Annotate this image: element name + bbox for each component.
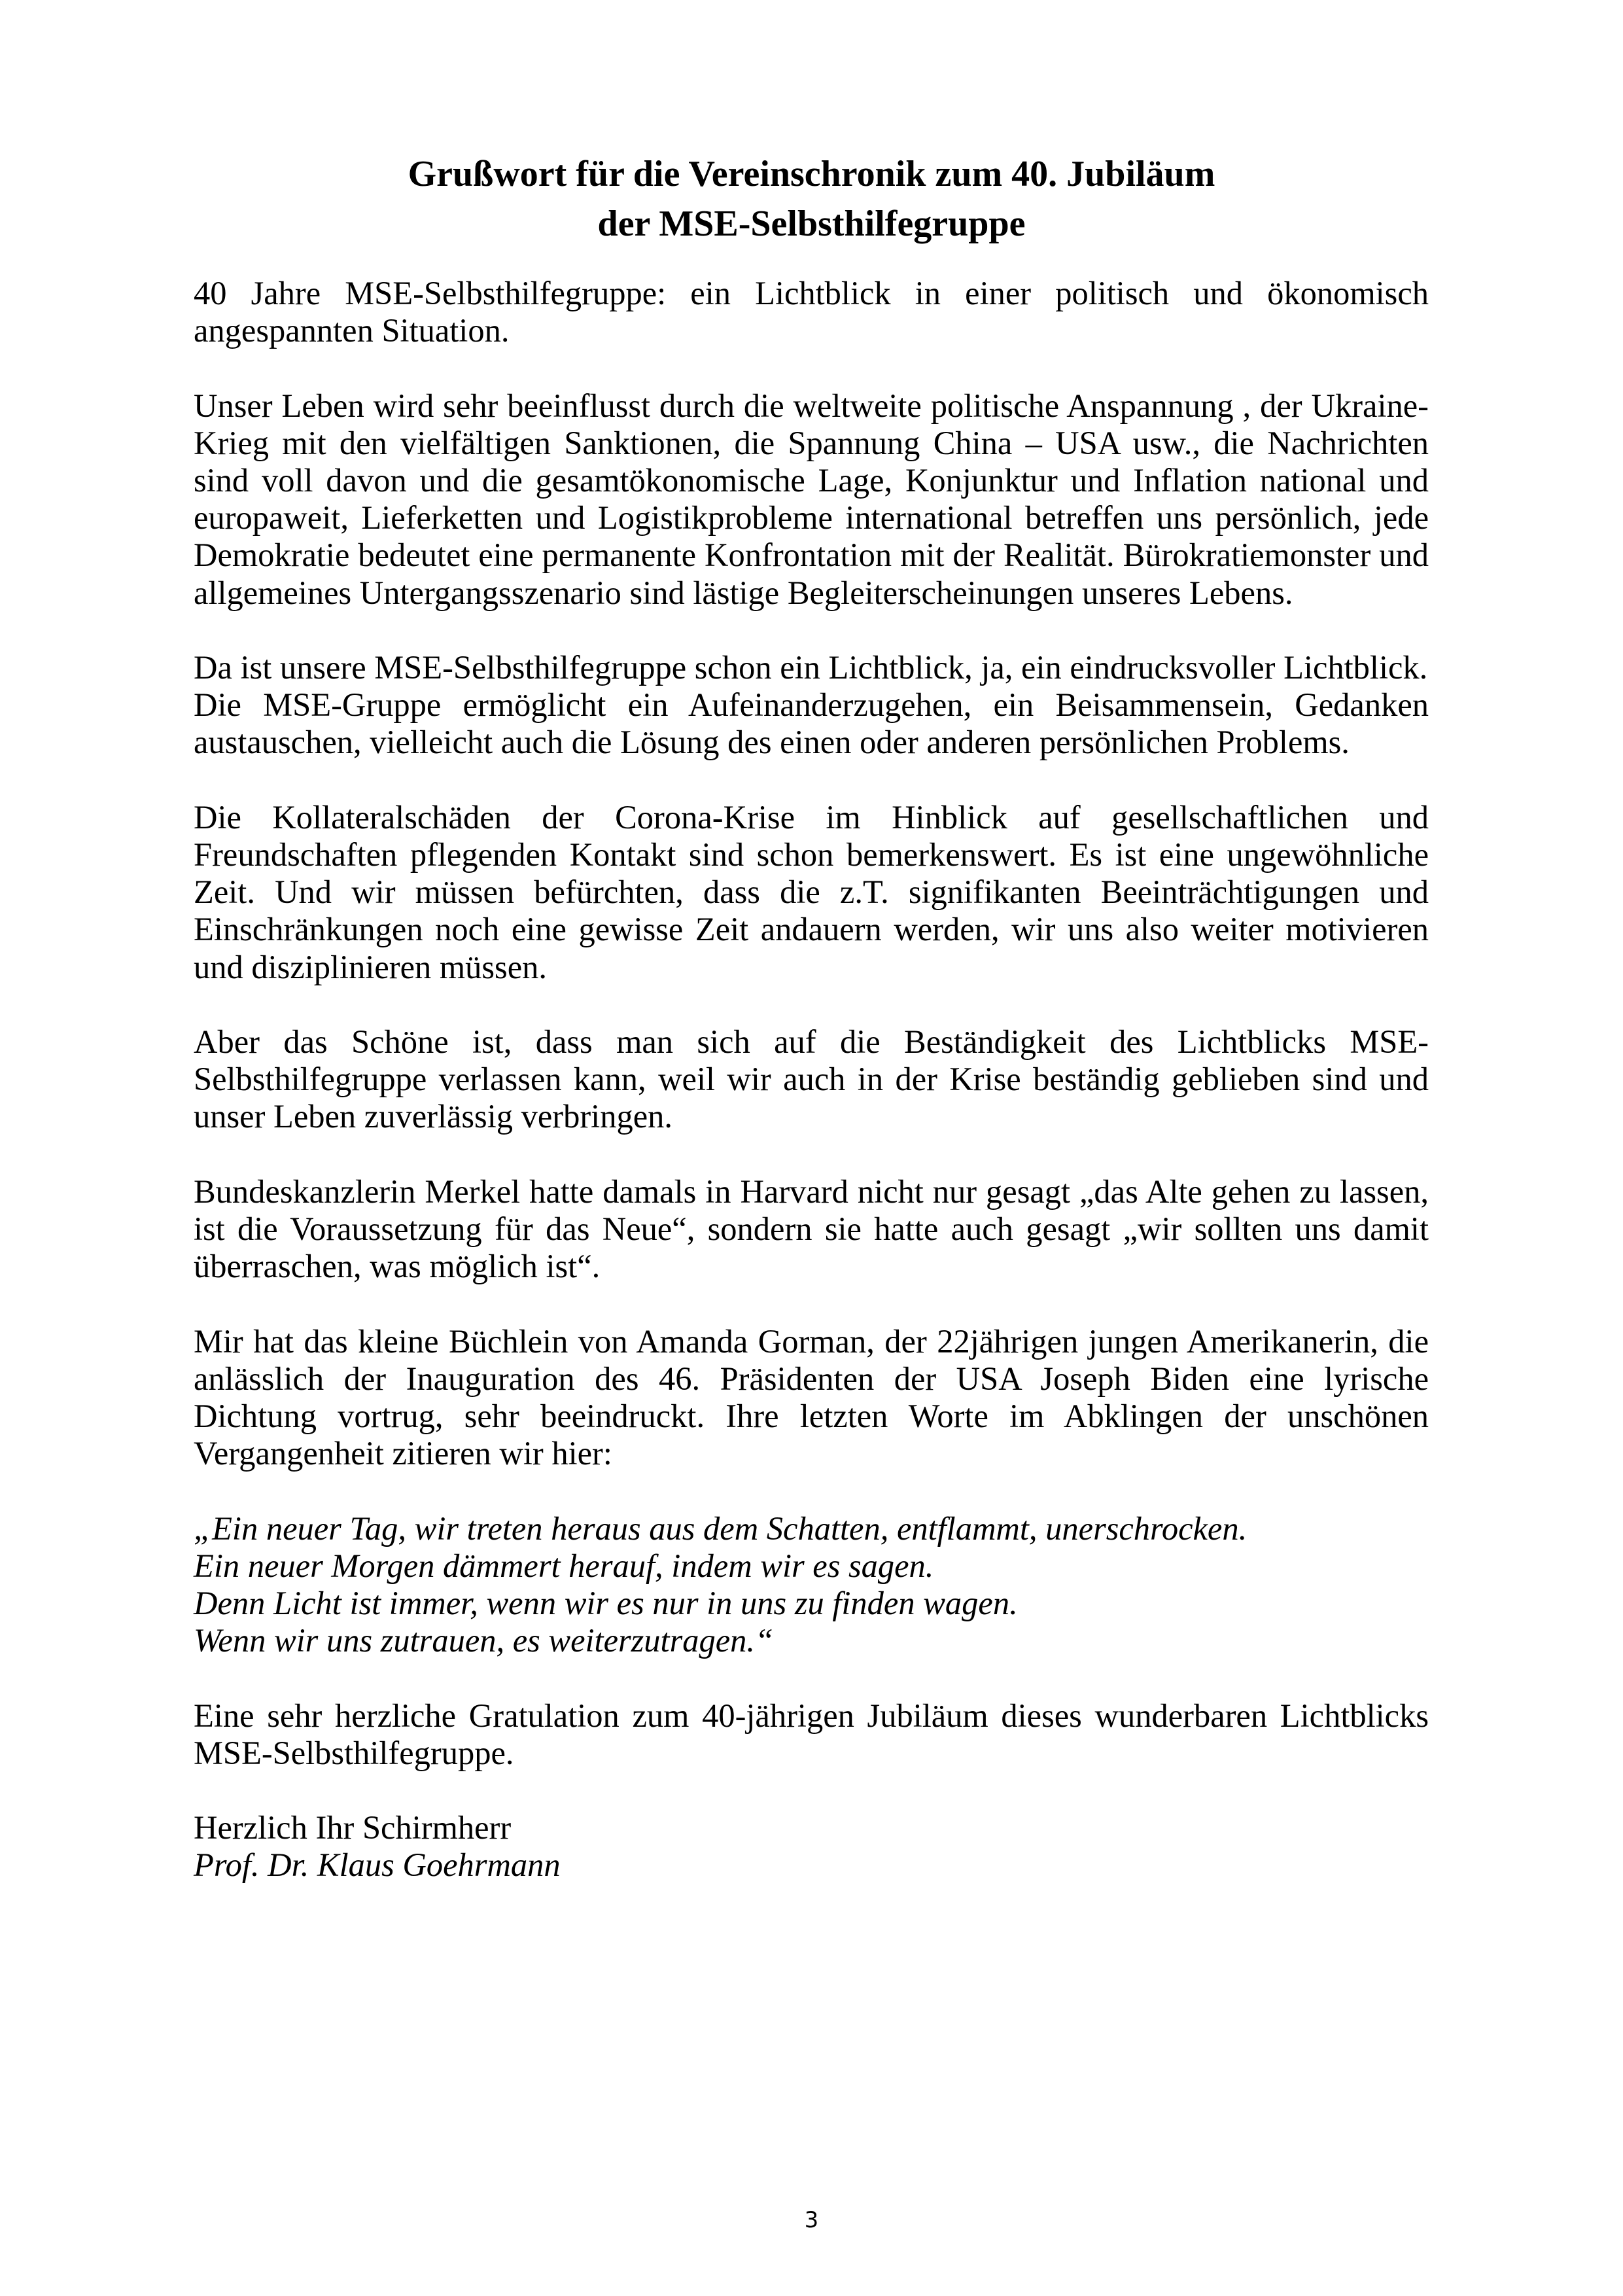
- paragraph-constancy: Aber das Schöne ist, dass man sich auf die Beständigkeit des Lichtblicks MSE-Selbsthilfegruppe verlassen kann, weil wir auch in der Krise beständig geblieben sind und unser Leben zuverlässig verbringen.: [194, 1023, 1429, 1135]
- title-line-1: Grußwort für die Vereinschronik zum 40. Jubiläum: [408, 154, 1215, 194]
- poem-line: Wenn wir uns zutrauen, es weiterzutragen.“: [194, 1622, 774, 1659]
- paragraph-political-situation: Unser Leben wird sehr beeinflusst durch die weltweite politische Anspannung , der Ukraine-Krieg mit den vielfältigen Sanktionen, die Spannung China – USA usw., die Nachrichten sind voll davon und die gesamtökonomische Lage, Konjunktur und Inflation national und europaweit, Lieferketten und Logistikprobleme international betreffen uns persönlich, jede Demokratie bedeutet eine permanente Konfrontation mit der Realität. Bürokratiemonster und allgemeines Untergangsszenario sind lästige Begleiterscheinungen unseres Lebens.: [194, 387, 1429, 611]
- paragraph-lichtblick: Da ist unsere MSE-Selbsthilfegruppe schon ein Lichtblick, ja, ein eindrucksvoller Lichtblick.: [194, 649, 1428, 686]
- page-number: 3: [804, 2207, 819, 2233]
- paragraph-merkel-quote: Bundeskanzlerin Merkel hatte damals in Harvard nicht nur gesagt „das Alte gehen zu lassen, ist die Voraussetzung für das Neue“, sondern sie hatte auch gesagt „wir sollten uns damit überraschen, was möglich ist“.: [194, 1173, 1429, 1285]
- page-title: [0, 149, 1623, 249]
- poem-line: Denn Licht ist immer, wenn wir es nur in uns zu finden wagen.: [194, 1585, 1018, 1621]
- paragraph-group-benefits: Die MSE-Gruppe ermöglicht ein Aufeinanderzugehen, ein Beisammensein, Gedanken austauschen, vielleicht auch die Lösung des einen oder anderen persönlichen Problems.: [194, 686, 1429, 761]
- paragraph-intro: 40 Jahre MSE-Selbsthilfegruppe: ein Lichtblick in einer politisch und ökonomisch angespannten Situation.: [194, 275, 1429, 349]
- document-body: [194, 275, 1429, 1884]
- title-line-2: der MSE-Selbsthilfegruppe: [597, 203, 1026, 244]
- paragraph-gorman: Mir hat das kleine Büchlein von Amanda Gorman, der 22jährigen jungen Amerikanerin, die anlässlich der Inauguration des 46. Präsidenten der USA Joseph Biden eine lyrische Dichtung vortrug, sehr beeindruckt. Ihre letzten Worte im Abklingen der unschönen Vergangenheit zitieren wir hier:: [194, 1322, 1429, 1472]
- signature: Prof. Dr. Klaus Goehrmann: [194, 1846, 561, 1884]
- poem-line: „Ein neuer Tag, wir treten heraus aus dem Schatten, entflammt, unerschrocken.: [194, 1510, 1248, 1547]
- poem-quote: [194, 1510, 1429, 1660]
- poem-line: Ein neuer Morgen dämmert herauf, indem wir es sagen.: [194, 1547, 934, 1584]
- closing-block: [194, 1809, 1429, 1884]
- paragraph-congratulation: Eine sehr herzliche Gratulation zum 40-jährigen Jubiläum dieses wunderbaren Lichtblicks MSE-Selbsthilfegruppe.: [194, 1697, 1429, 1771]
- paragraph-corona: Die Kollateralschäden der Corona-Krise im Hinblick auf gesellschaftlichen und Freundschaften pflegenden Kontakt sind schon bemerkenswert. Es ist eine ungewöhnliche Zeit. Und wir müssen befürchten, dass die z.T. signifikanten Beeinträchtigungen und Einschränkungen noch eine gewisse Zeit andauern werden, wir uns also weiter motivieren und disziplinieren müssen.: [194, 798, 1429, 985]
- closing-greeting: Herzlich Ihr Schirmherr: [194, 1809, 512, 1846]
